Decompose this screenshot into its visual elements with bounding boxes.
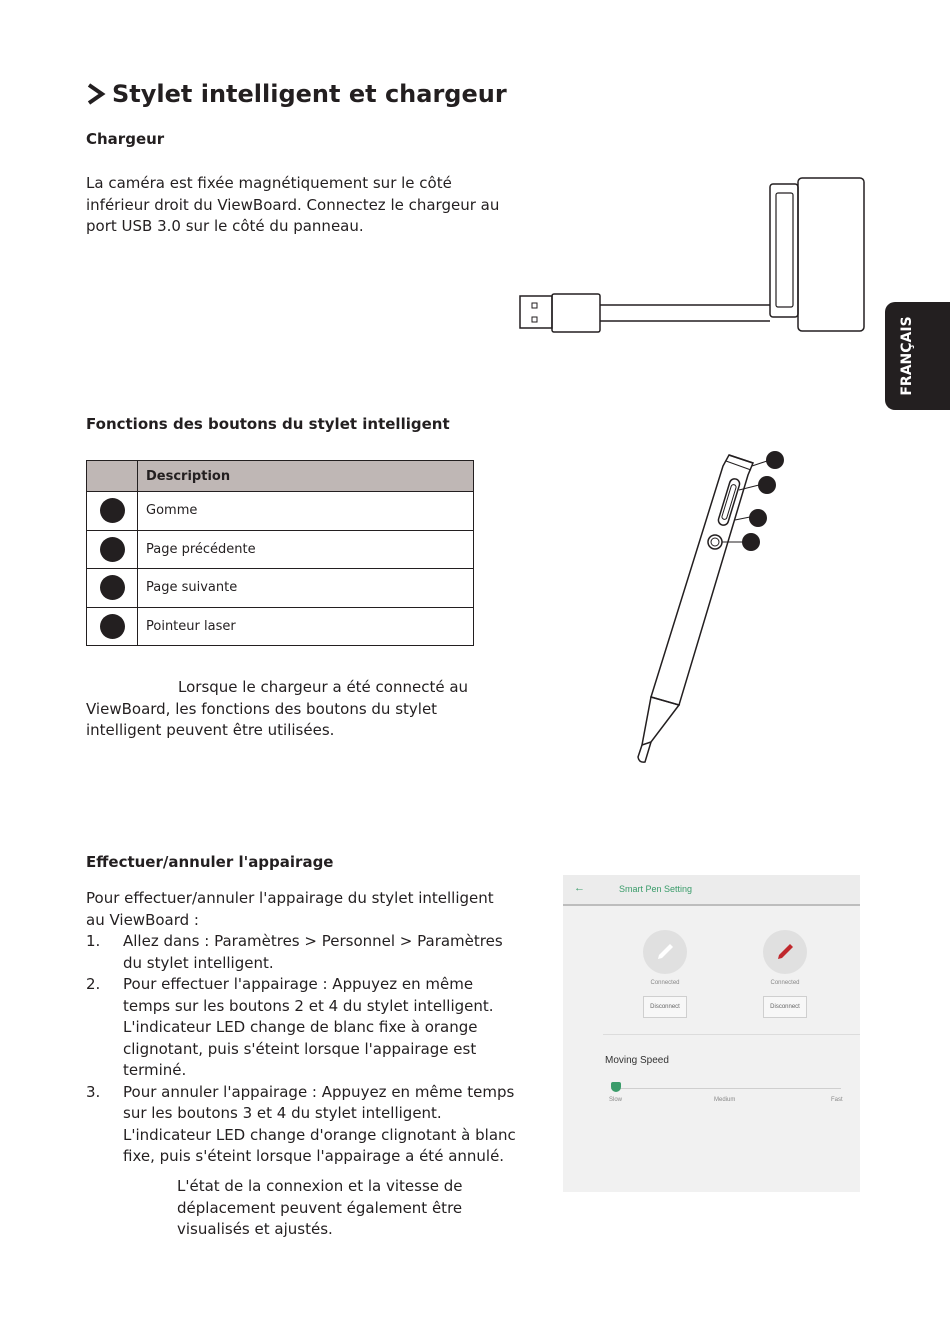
pairing-steps [86, 931, 526, 1168]
buttons-note-line: ViewBoard, les fonctions des boutons du stylet [86, 699, 438, 718]
language-tab-label: FRANÇAIS [899, 316, 915, 396]
pairing-note [177, 1176, 507, 1241]
pencil-icon [763, 930, 807, 974]
table-row [87, 530, 474, 569]
buttons-table [86, 460, 474, 646]
step-line: fixe, puis s'éteint lorsque l'appairage a été annulé. [123, 1147, 505, 1165]
smart-pen-setting-screenshot [563, 875, 860, 1192]
speed-slider-handle[interactable] [611, 1082, 621, 1092]
step-number: 1. [86, 932, 101, 950]
step-line: Pour annuler l'appairage : Appuyez en même temps [123, 1082, 515, 1101]
charger-text-line: La caméra est fixée magnétiquement sur le côté [86, 174, 452, 192]
button-2-marker [100, 537, 125, 562]
pen-button-4-marker [742, 533, 760, 551]
pairing-note-line: visualisés et ajustés. [177, 1220, 333, 1238]
step-line: terminé. [123, 1061, 187, 1079]
list-item [86, 974, 526, 1082]
step-line: temps sur les boutons 2 et 4 du stylet intelligent. [123, 996, 494, 1015]
chevron-right-icon [86, 83, 106, 105]
step-line: L'indicateur LED change de blanc fixe à orange [123, 1018, 478, 1036]
buttons-note-line: intelligent peuvent être utilisées. [86, 721, 335, 739]
speed-slider-track[interactable] [611, 1088, 841, 1089]
table-row [87, 492, 474, 531]
step-line: Allez dans : Paramètres > Personnel > Paramètres [123, 932, 503, 950]
button-1-marker [100, 498, 125, 523]
pen-button-2-marker [758, 476, 776, 494]
list-item [86, 1082, 526, 1168]
charger-text-line: inférieur droit du ViewBoard. Connectez le chargeur au [86, 195, 500, 214]
pairing-intro-line: Pour effectuer/annuler l'appairage du stylet intelligent [86, 889, 494, 907]
settings-title: Smart Pen Setting [619, 884, 693, 894]
speed-slow-label: Slow [609, 1097, 623, 1103]
charger-text-line: port USB 3.0 sur le côté du panneau. [86, 217, 364, 235]
list-item [86, 931, 526, 974]
table-cell: Page suivante [138, 569, 474, 608]
pen-button-1-marker [766, 451, 784, 469]
charger-heading: Chargeur [86, 130, 165, 148]
moving-speed-label: Moving Speed [605, 1055, 669, 1066]
table-header-description: Description [138, 461, 474, 492]
pairing-heading: Effectuer/annuler l'appairage [86, 853, 334, 871]
speed-fast-label: Fast [831, 1097, 843, 1103]
pairing-note-line: déplacement peuvent également être [177, 1198, 463, 1217]
table-cell: Page précédente [138, 530, 474, 569]
step-line: clignotant, puis s'éteint lorsque l'appairage est [123, 1039, 477, 1058]
smart-pen-illustration [625, 445, 795, 770]
language-tab [885, 302, 950, 410]
pen-2-disconnect-button[interactable]: Disconnect [763, 996, 807, 1018]
table-header-row [87, 461, 474, 492]
step-line: Pour effectuer l'appairage : Appuyez en même [123, 975, 474, 993]
pairing-intro-line: au ViewBoard : [86, 910, 199, 929]
table-row [87, 569, 474, 608]
pen-1-disconnect-button[interactable]: Disconnect [643, 996, 687, 1018]
table-cell: Pointeur laser [138, 607, 474, 646]
table-row [87, 607, 474, 646]
table-cell: Gomme [138, 492, 474, 531]
speed-medium-label: Medium [714, 1097, 736, 1103]
pen-button-3-marker [749, 509, 767, 527]
pairing-instructions [86, 888, 526, 1168]
step-line: du stylet intelligent. [123, 953, 274, 972]
pen-2-icon [763, 930, 807, 974]
divider [603, 1034, 860, 1035]
page-title-text: Stylet intelligent et chargeur [112, 80, 507, 108]
step-number: 3. [86, 1082, 101, 1101]
pen-1-status: Connected [650, 980, 680, 986]
pencil-icon [643, 930, 687, 974]
buttons-note-line: Lorsque le chargeur a été connecté au [178, 678, 469, 696]
step-line: sur les boutons 3 et 4 du stylet intelligent. [123, 1104, 442, 1122]
arrow-left-icon[interactable]: ← [574, 882, 585, 894]
pairing-note-line: L'état de la connexion et la vitesse de [177, 1177, 463, 1195]
buttons-note [86, 677, 506, 742]
charger-illustration [515, 175, 870, 340]
step-number: 2. [86, 975, 101, 993]
step-line: L'indicateur LED change d'orange clignotant à blanc [123, 1125, 516, 1144]
table-header-empty [87, 461, 138, 492]
pen-2-status: Connected [770, 980, 800, 986]
buttons-heading: Fonctions des boutons du stylet intelligent [86, 415, 450, 433]
charger-text [86, 173, 506, 238]
settings-header [563, 875, 860, 906]
pen-1-icon [643, 930, 687, 974]
button-3-marker [100, 575, 125, 600]
button-4-marker [100, 614, 125, 639]
page-title [86, 80, 507, 108]
